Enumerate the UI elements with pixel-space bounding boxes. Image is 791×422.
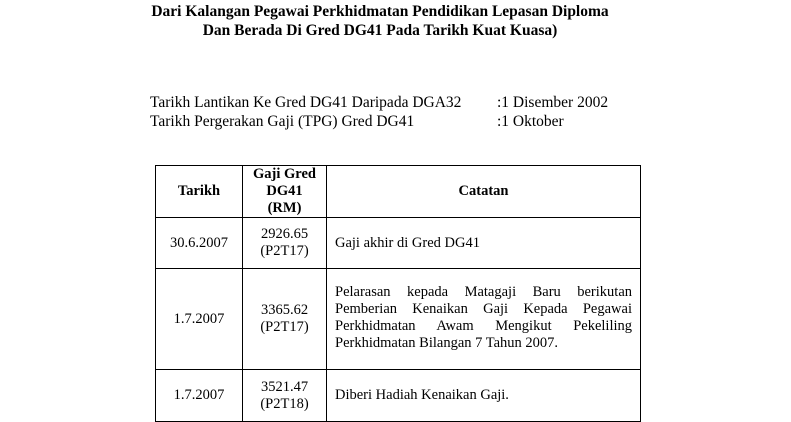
cell-gaji-code: (P2T17)	[260, 243, 309, 259]
cell-gaji	[243, 269, 327, 370]
table-header-row	[156, 166, 641, 218]
cell-gaji-code: (P2T17)	[260, 319, 309, 335]
table-row	[156, 269, 641, 370]
heading-line-2: Dan Berada Di Gred DG41 Pada Tarikh Kuat Kuasa)	[202, 22, 558, 39]
header-catatan: Catatan	[327, 166, 641, 218]
cell-gaji	[243, 370, 327, 422]
table-row	[156, 218, 641, 269]
cell-catatan: Diberi Hadiah Kenaikan Gaji.	[327, 370, 641, 422]
cell-tarikh: 1.7.2007	[156, 269, 243, 370]
table-row	[156, 370, 641, 422]
header-gaji-line-3: (RM)	[267, 200, 302, 216]
cell-tarikh: 30.6.2007	[156, 218, 243, 269]
cell-gaji-code: (P2T18)	[260, 395, 309, 412]
cell-gaji	[243, 218, 327, 269]
cell-gaji-amount: 3365.62	[260, 302, 309, 318]
heading-line-1: Dari Kalangan Pegawai Perkhidmatan Pendidikan Lepasan Diploma	[151, 3, 609, 20]
cell-gaji-amount: 2926.65	[260, 226, 309, 242]
cell-catatan: Pelarasan kepada Matagaji Baru berikutan Pemberian Kenaikan Gaji Kepada Pegawai Perkhidmatan Awam Mengikut Pekeliling Perkhidmatan Bilangan 7 Tahun 2007.	[327, 269, 641, 370]
header-gaji-line-2: DG41	[266, 183, 303, 199]
header-gaji	[243, 166, 327, 218]
salary-movement-date-value: :1 Oktober	[497, 113, 564, 130]
header-tarikh: Tarikh	[156, 166, 243, 218]
salary-table	[155, 165, 641, 422]
appointment-date-label: Tarikh Lantikan Ke Gred DG41 Daripada DGA32	[150, 94, 462, 111]
salary-movement-date-label: Tarikh Pergerakan Gaji (TPG) Gred DG41	[150, 113, 415, 130]
appointment-date-value: :1 Disember 2002	[497, 94, 609, 111]
header-gaji-line-1: Gaji Gred	[253, 166, 316, 182]
cell-catatan: Gaji akhir di Gred DG41	[327, 218, 641, 269]
cell-tarikh: 1.7.2007	[156, 370, 243, 422]
cell-gaji-amount: 3521.47	[260, 378, 309, 395]
